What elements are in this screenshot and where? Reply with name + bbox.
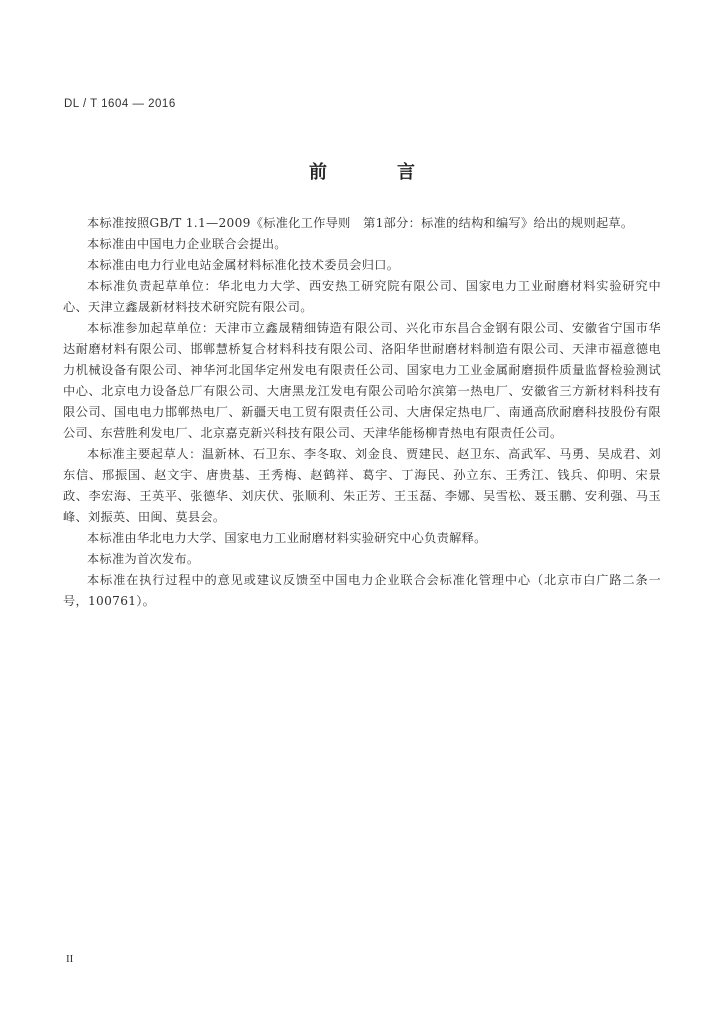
page-title: 前 言 <box>309 162 441 183</box>
paragraph-main-drafters: 本标准主要起草人：温新林、石卫东、李冬取、刘金良、贾建民、赵卫东、高武军、马勇、吴成君、刘东信、邢振国、赵文宇、唐贵基、王秀梅、赵鹤祥、葛宇、丁海民、孙立东、王秀江、钱兵、仰明、宋景政、李宏海、王英平、张德华、刘庆伏、张顺利、朱正芳、王玉磊、李娜、吴雪松、聂玉鹏、安利强、马玉峰、刘振英、田闽、莫县会。 <box>63 447 661 524</box>
standard-code: DL / T 1604 — 2016 <box>64 98 176 110</box>
paragraph-proposed-by: 本标准由中国电力企业联合会提出。 <box>87 237 287 251</box>
paragraph-drafting-rules: 本标准按照GB/T 1.1—2009《标准化工作导则 第1部分：标准的结构和编写》给出的规则起草。 <box>87 216 634 230</box>
paragraph-interpretation: 本标准由华北电力大学、国家电力工业耐磨材料实验研究中心负责解释。 <box>87 531 487 545</box>
page-number: II <box>66 953 74 965</box>
paragraph-feedback: 本标准在执行过程中的意见或建议反馈至中国电力企业联合会标准化管理中心（北京市白广路二条一号，100761）。 <box>63 573 661 608</box>
paragraph-first-release: 本标准为首次发布。 <box>87 552 200 566</box>
paragraph-participating-units: 本标准参加起草单位：天津市立鑫晟精细铸造有限公司、兴化市东昌合金钢有限公司、安徽省宁国市华达耐磨材料有限公司、邯郸慧桥复合材料科技有限公司、洛阳华世耐磨材料制造有限公司、天津市福意德电力机械设备有限公司、神华河北国华定州发电有限责任公司、国家电力工业金属耐磨损件质量监督检验测试中心、北京电力设备总厂有限公司、大唐黑龙江发电有限公司哈尔滨第一热电厂、安徽省三方新材料科技有限公司、国电电力邯郸热电厂、新疆天电工贸有限责任公司、大唐保定热电厂、南通高欣耐磨科技股份有限公司、东营胜利发电厂、北京嘉克新兴科技有限公司、天津华能杨柳青热电有限责任公司。 <box>63 321 661 440</box>
paragraph-lead-drafting-units: 本标准负责起草单位：华北电力大学、西安热工研究院有限公司、国家电力工业耐磨材料实验研究中心、天津立鑫晟新材料技术研究院有限公司。 <box>63 279 661 314</box>
foreword-body <box>63 213 661 612</box>
paragraph-administered-by: 本标准由电力行业电站金属材料标准化技术委员会归口。 <box>87 258 400 272</box>
